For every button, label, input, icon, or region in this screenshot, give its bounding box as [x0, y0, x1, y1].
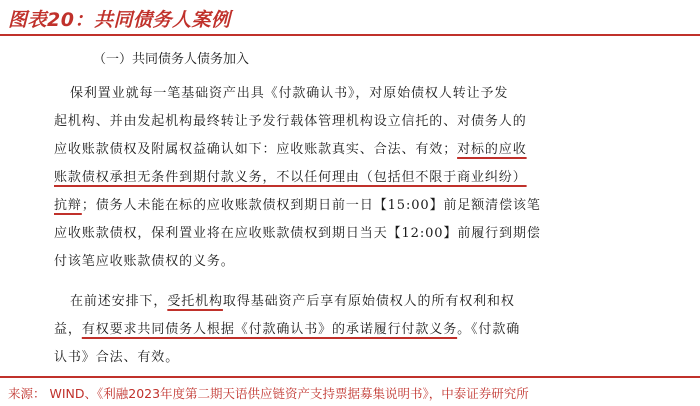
p1-line-5 [54, 194, 541, 213]
document-excerpt [0, 38, 700, 376]
p2-line-2 [54, 318, 520, 337]
p2-line-3: 认书》合法、有效。 [54, 350, 180, 365]
p2-line-1-rest: 取得基础资产后享有原始债权人的所有权利和权 [222, 294, 515, 309]
p2-line-2-underlined: 有权要求共同债务人根据《付款确认书》的承诺履行付款义务 [81, 322, 458, 337]
p1-line-7: 付该笔应收账款债权的义务。 [54, 254, 235, 269]
p1-line-5-text: ；债务人未能在标的应收账款债权到期日前一日【15:00】前足额清偿该笔 [81, 198, 541, 213]
p2-line-2-text: 益， [54, 322, 82, 337]
p2-line-1-text: 在前述安排下， [70, 294, 168, 309]
p1-line-4 [54, 166, 527, 185]
p2-line-2-rest: 。《付款确 [457, 322, 521, 337]
p1-line-3 [54, 138, 527, 157]
figure-title-bar [0, 0, 700, 36]
source-bar [0, 376, 700, 406]
p1-line-6: 应收账款债权，保利置业将在应收账款债权到期日当天【12:00】前履行到期偿 [54, 226, 541, 241]
p1-line-3-underlined: 对标的应收 [457, 142, 527, 157]
p2-line-1-underlined: 受托机构 [167, 294, 223, 309]
p2-line-1 [70, 290, 515, 309]
p1-line-1: 保利置业就每一笔基础资产出具《付款确认书》，对原始债权人转让予发 [70, 86, 509, 101]
p1-line-4-underlined: 账款债权承担无条件到期付款义务，不以任何理由（包括但不限于商业纠纷） [54, 170, 527, 185]
source-note: 来源： WIND、《利融2023年度第二期天语供应链资产支持票据募集说明书》，中泰证券研究所 [8, 386, 529, 401]
p1-line-3-text: 应收账款债权及附属权益确认如下：应收账款真实、合法、有效； [54, 142, 458, 157]
figure-title: 图表20：共同债务人案例 [8, 9, 231, 31]
p1-line-2: 起机构、并由发起机构最终转让予发行载体管理机构设立信托的、对债务人的 [54, 114, 527, 129]
section-heading: （一）共同债务人债务加入 [93, 52, 250, 67]
p1-line-5-underlined: 抗辩 [54, 198, 82, 213]
